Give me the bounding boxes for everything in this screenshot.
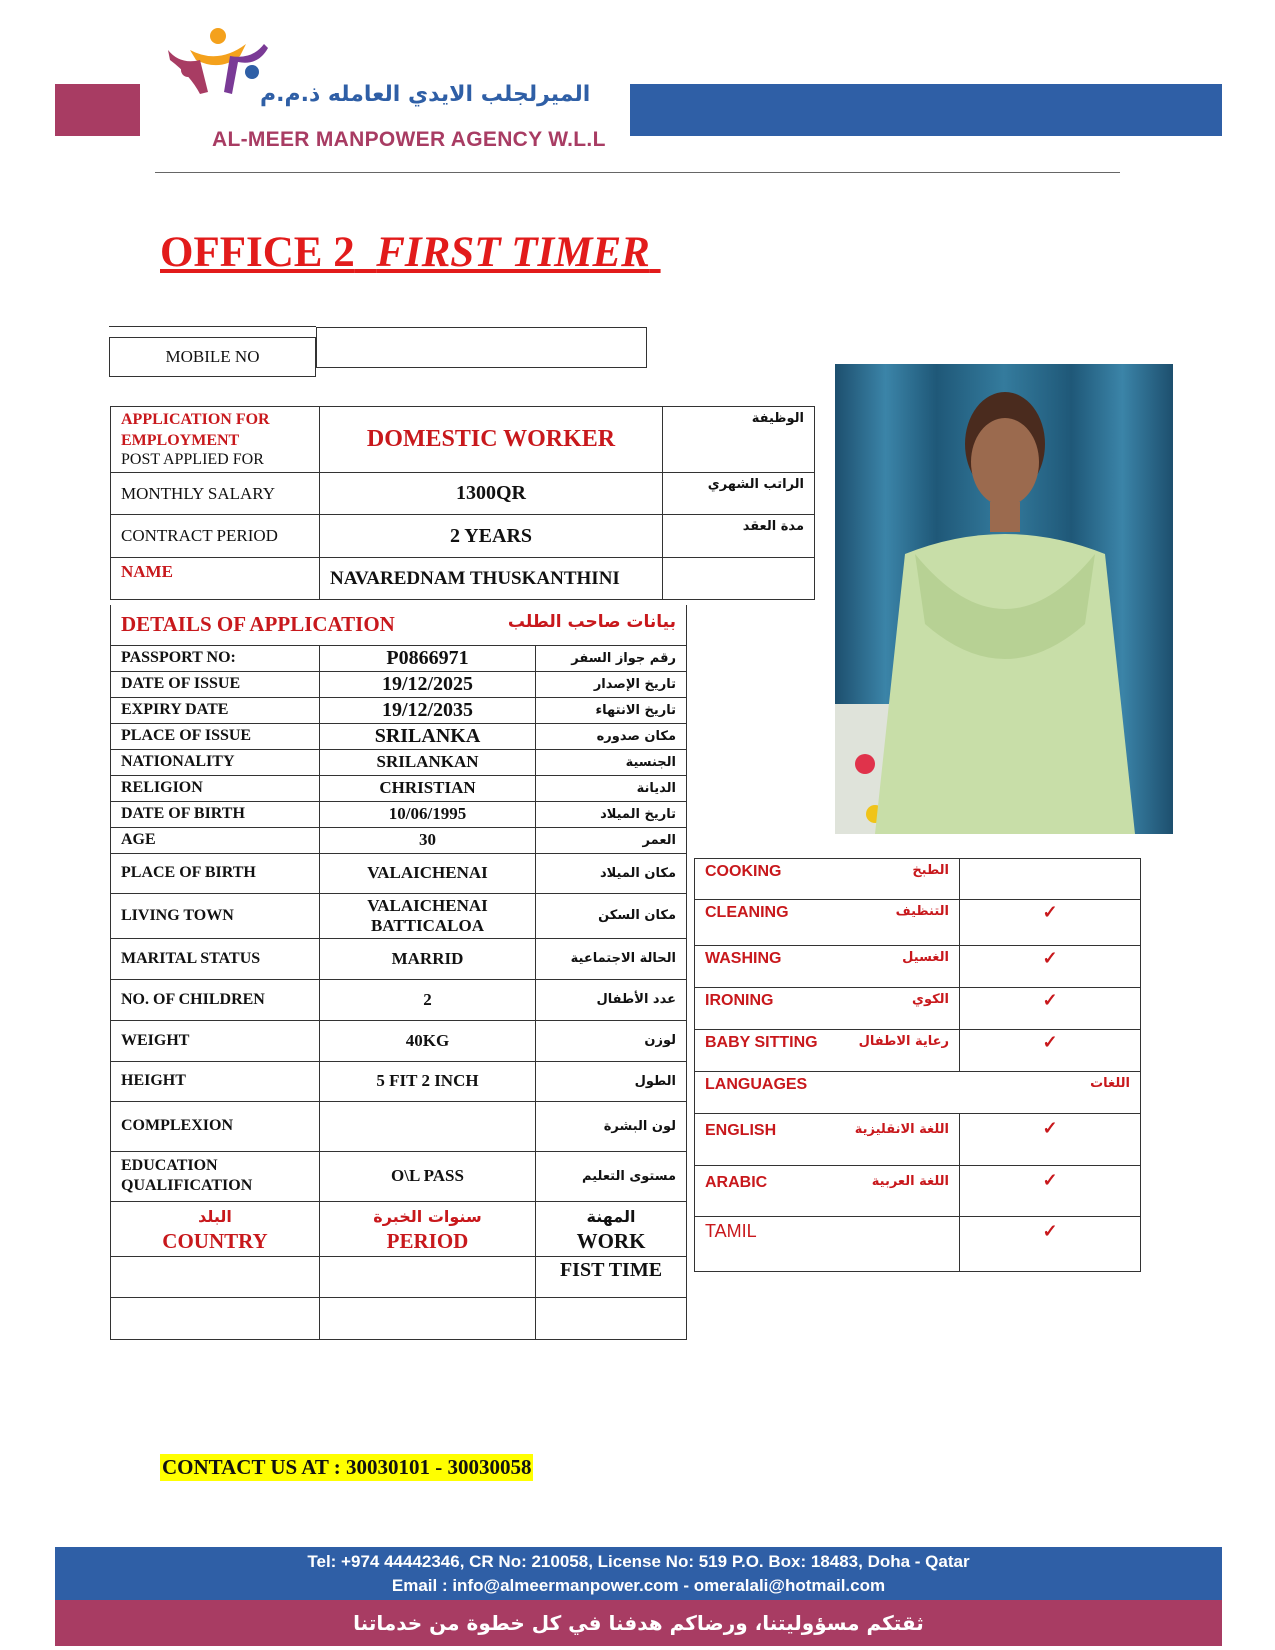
skill-ar-label: رعاية الاطفال (840, 1030, 960, 1072)
details-ar-label: لوزن (536, 1020, 687, 1061)
language-row (695, 1166, 1141, 1217)
details-table (110, 605, 687, 1340)
details-value: P0866971 (320, 645, 536, 671)
country-ar: البلد (198, 1206, 232, 1226)
skill-ar-label: التنظيف (840, 900, 960, 946)
period-ar: سنوات الخبرة (373, 1206, 482, 1226)
details-row (111, 645, 687, 671)
salary-value: 1300QR (320, 473, 663, 515)
details-label: PASSPORT NO: (111, 645, 320, 671)
details-ar-label: مستوى التعليم (536, 1151, 687, 1201)
work-ar: المهنة (586, 1206, 636, 1226)
post-ar-label: الوظيفة (663, 407, 815, 473)
details-ar-label: الديانة (536, 775, 687, 801)
languages-label: LANGUAGES (705, 1076, 808, 1093)
footer-slogan: ثقتكم مسؤوليتنا، ورضاكم هدفنا في كل خطوة من خدماتنا (55, 1600, 1222, 1646)
skill-ar-label: الكوي (840, 988, 960, 1030)
skill-check-icon: ✓ (960, 1030, 1141, 1072)
details-value: CHRISTIAN (320, 775, 536, 801)
details-value: VALAICHENAI (320, 853, 536, 893)
footer-contact-bar (55, 1547, 1222, 1600)
skill-label: BABY SITTING (695, 1030, 840, 1072)
details-ar-label: الجنسية (536, 749, 687, 775)
application-for-employment-label: APPLICATION FOR EMPLOYMENT (121, 411, 270, 449)
post-applied-label: POST APPLIED FOR (121, 451, 264, 468)
logo-english-name: AL-MEER MANPOWER AGENCY W.L.L (212, 128, 606, 151)
details-label: RELIGION (111, 775, 320, 801)
skill-check-icon: ✓ (960, 946, 1141, 988)
skill-row (695, 988, 1141, 1030)
language-check-icon: ✓ (960, 1114, 1141, 1166)
country-label: COUNTRY (162, 1228, 268, 1253)
skills-table (694, 858, 1141, 1272)
details-ar-label: عدد الأطفال (536, 979, 687, 1020)
language-row (695, 1114, 1141, 1166)
details-label: LIVING TOWN (111, 893, 320, 938)
details-ar-label: مكان السكن (536, 893, 687, 938)
details-value: 19/12/2035 (320, 697, 536, 723)
skill-check-icon: ✓ (960, 988, 1141, 1030)
details-row (111, 801, 687, 827)
footer-tel-line: Tel: +974 44442346, CR No: 210058, License No: 519 P.O. Box: 18483, Doha - Qatar (307, 1552, 970, 1571)
header-left-bar (55, 84, 140, 136)
skill-row (695, 859, 1141, 900)
skill-row (695, 1030, 1141, 1072)
details-value: 10/06/1995 (320, 801, 536, 827)
details-row (111, 893, 687, 938)
footer-email-line: Email : info@almeermanpower.com - omeralali@hotmail.com (391, 1576, 886, 1595)
details-label: DATE OF BIRTH (111, 801, 320, 827)
details-label: HEIGHT (111, 1061, 320, 1101)
mobile-value-field (316, 327, 647, 368)
work-label: WORK (576, 1228, 646, 1253)
languages-header (695, 1072, 1141, 1114)
details-value: SRILANKA (320, 723, 536, 749)
skill-row (695, 900, 1141, 946)
details-ar-label: الحالة الاجتماعية (536, 938, 687, 979)
skill-check-icon (960, 859, 1141, 900)
contract-value: 2 YEARS (320, 515, 663, 558)
details-label: NATIONALITY (111, 749, 320, 775)
contact-line: CONTACT US AT : 30030101 - 30030058 (162, 1455, 532, 1479)
details-row (111, 697, 687, 723)
language-label: ENGLISH (695, 1114, 840, 1166)
details-row (111, 723, 687, 749)
title-office: OFFICE 2 (160, 229, 355, 276)
applicant-photo (835, 364, 1173, 834)
details-row (111, 1020, 687, 1061)
work-header (536, 1201, 687, 1256)
contract-label: CONTRACT PERIOD (111, 515, 320, 558)
logo-arabic-name: الميرلجلب الايدي العامله ذ.م.م (260, 82, 591, 107)
details-value: O\L PASS (320, 1151, 536, 1201)
details-ar-label: العمر (536, 827, 687, 853)
details-heading-ar: بيانات صاحب الطلب (507, 612, 676, 633)
details-row (111, 1101, 687, 1151)
details-value: 2 (320, 979, 536, 1020)
details-row (111, 1151, 687, 1201)
skill-label: WASHING (695, 946, 840, 988)
post-value: DOMESTIC WORKER (320, 407, 663, 473)
details-row (111, 827, 687, 853)
salary-ar-label: الراتب الشهري (663, 473, 815, 515)
details-ar-label: لون البشرة (536, 1101, 687, 1151)
experience-country-2 (111, 1297, 320, 1339)
details-label: EXPIRY DATE (111, 697, 320, 723)
details-ar-label: تاريخ الانتهاء (536, 697, 687, 723)
details-row (111, 853, 687, 893)
details-row (111, 749, 687, 775)
experience-work-2 (536, 1297, 687, 1339)
application-table (110, 406, 815, 600)
skill-label: IRONING (695, 988, 840, 1030)
skill-check-icon: ✓ (960, 900, 1141, 946)
header-right-bar (630, 84, 1222, 136)
details-value (320, 1101, 536, 1151)
details-value: SRILANKAN (320, 749, 536, 775)
experience-period-1 (320, 1256, 536, 1297)
period-header (320, 1201, 536, 1256)
details-row (111, 938, 687, 979)
details-value-line1: VALAICHENAI (367, 895, 488, 915)
language-ar-label (840, 1217, 960, 1272)
skill-label: COOKING (695, 859, 840, 900)
skill-ar-label: الغسيل (840, 946, 960, 988)
details-value: 5 FIT 2 INCH (320, 1061, 536, 1101)
language-check-icon: ✓ (960, 1166, 1141, 1217)
details-ar-label: تاريخ الإصدار (536, 671, 687, 697)
skill-ar-label: الطبخ (840, 859, 960, 900)
details-label: NO. OF CHILDREN (111, 979, 320, 1020)
languages-ar: اللغات (1090, 1076, 1130, 1091)
details-ar-label: رقم جواز السفر (536, 645, 687, 671)
skill-label: CLEANING (695, 900, 840, 946)
mobile-label: MOBILE NO (109, 337, 316, 377)
contract-ar-label: مدة العقد (663, 515, 815, 558)
details-value: 40KG (320, 1020, 536, 1061)
page-title (160, 228, 661, 277)
details-ar-label: الطول (536, 1061, 687, 1101)
salary-label: MONTHLY SALARY (111, 473, 320, 515)
details-heading: DETAILS OF APPLICATION (121, 612, 395, 637)
details-row (111, 1061, 687, 1101)
title-first-timer: FIRST TIMER (376, 229, 650, 276)
post-label-cell (111, 407, 320, 473)
skill-row (695, 946, 1141, 988)
details-label: COMPLEXION (111, 1101, 320, 1151)
details-label: PLACE OF BIRTH (111, 853, 320, 893)
details-row (111, 671, 687, 697)
experience-period-2 (320, 1297, 536, 1339)
name-empty-cell (663, 558, 815, 600)
experience-country-1 (111, 1256, 320, 1297)
details-label: MARITAL STATUS (111, 938, 320, 979)
details-ar-label: مكان الميلاد (536, 853, 687, 893)
details-label: AGE (111, 827, 320, 853)
details-value (320, 893, 536, 938)
mobile-top-rule (109, 326, 316, 327)
language-ar-label: اللغة الانقليزية (840, 1114, 960, 1166)
name-value: NAVAREDNAM THUSKANTHINI (320, 558, 663, 600)
country-header (111, 1201, 320, 1256)
name-label: NAME (111, 558, 320, 600)
language-label: TAMIL (695, 1217, 840, 1272)
period-label: PERIOD (386, 1228, 469, 1253)
details-label: EDUCATION QUALIFICATION (111, 1151, 320, 1201)
details-row (111, 775, 687, 801)
details-heading-cell (111, 605, 687, 645)
language-label: ARABIC (695, 1166, 840, 1217)
details-label: WEIGHT (111, 1020, 320, 1061)
language-row (695, 1217, 1141, 1272)
details-value-line2: BATTICALOA (370, 915, 485, 935)
details-value: 30 (320, 827, 536, 853)
details-row (111, 979, 687, 1020)
details-value: MARRID (320, 938, 536, 979)
details-value: 19/12/2025 (320, 671, 536, 697)
details-ar-label: تاريخ الميلاد (536, 801, 687, 827)
header-divider (155, 172, 1120, 173)
details-label: PLACE OF ISSUE (111, 723, 320, 749)
language-check-icon: ✓ (960, 1217, 1141, 1272)
language-ar-label: اللغة العربية (840, 1166, 960, 1217)
experience-work-1: FIST TIME (536, 1256, 687, 1297)
details-label: DATE OF ISSUE (111, 671, 320, 697)
details-ar-label: مكان صدوره (536, 723, 687, 749)
